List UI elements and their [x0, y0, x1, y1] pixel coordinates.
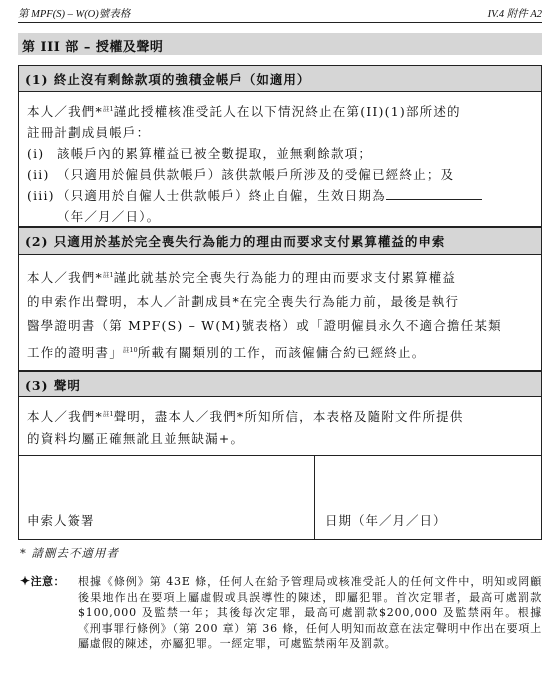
- annex-reference: IV.4 附件 A2: [487, 9, 542, 20]
- list-item: (iii) （只適用於自僱人士供款帳戶）終止自僱，生效日期為: [27, 185, 533, 206]
- delete-inapplicable-note: * 請刪去不適用者: [20, 546, 119, 560]
- warning-text: 根據《條例》第 43E 條，任何人在給予管理局或核准受託人的任何文件中，明知或罔顧後果地作出在要項上屬虛假或具誤導性的陳述，即屬犯罪。首次定罪者，最高可處罰款$100,000 及監禁一年；其後每次定罪，最高可處罰款$200,000 及監禁兩年。根據《刑事罪行條例》（第 200 章）第 36 條，任何人明知而故意在法定聲明中作出在要項上屬虛假的陳述，亦屬犯罪。一經定罪，可處監禁兩年及罰款。: [78, 575, 542, 650]
- signature-label: 申索人簽署: [27, 513, 95, 528]
- section-1-title: (1) 終止沒有剩餘款項的強積金帳戶（如適用）: [19, 66, 541, 92]
- warning-note: ✦注意： 根據《條例》第 43E 條，任何人在給予管理局或核准受託人的任何文件中，明知或罔顧後果地作出在要項上屬虛假或具誤導性的陳述，即屬犯罪。首次定罪者，最高可處罰款$100,000 及監禁一年；其後每次定罪，最高可處罰款$200,000 及監禁兩年。根據《刑事罪行條例》（第 200 章）第 36 條，任何人明知而故意在法定聲明中作出在要項上屬虛假的陳述，亦屬犯罪。一經定罪，可處監禁兩年及罰款。: [20, 574, 542, 650]
- signature-field[interactable]: [19, 456, 315, 539]
- page-header: [18, 4, 542, 22]
- section-2-title: (2) 只適用於基於完全喪失行為能力的理由而要求支付累算權益的申索: [19, 227, 541, 255]
- date-label: 日期（年／月／日）: [325, 513, 447, 528]
- section-3: (3) 聲明 本人／我們*$^{註1}$聲明，盡本人／我們*所知所信，本表格及隨附文件所提供 的資料均屬正確無訛且並無缺漏+。: [18, 371, 542, 456]
- section-1: [18, 65, 542, 227]
- date-field[interactable]: [315, 456, 541, 539]
- form-number: 第 MPF(S) – W(O)號表格: [18, 9, 131, 20]
- section-1-intro: 本人／我們*$^{註1}$謹此授權核准受託人在以下情況終止在第(II)(1)部所述的: [27, 104, 461, 120]
- signature-row: [18, 456, 542, 540]
- date-format-hint: （年／月／日）。: [57, 209, 161, 225]
- section-3-title: (3) 聲明: [19, 371, 541, 397]
- part-title: 第 III 部 – 授權及聲明: [18, 33, 542, 55]
- section-1-intro-line2: 註冊計劃成員帳戶：: [27, 125, 151, 141]
- effective-date-field[interactable]: [386, 187, 482, 200]
- section-2: (2) 只適用於基於完全喪失行為能力的理由而要求支付累算權益的申索 本人／我們*$^{註1}$謹此就基於完全喪失行為能力的理由而要求支付累算權益 的申索作出聲明，本人／計劃成員*在完全喪失行為能力前，最後是執行 醫學證明書（第 MPF(S) – W(M)號表格）或「證明僱員永久不適合擔任某類 工作的證明書」$^{註10}$所載有關類別的工作，而該僱傭合約已經終止。: [18, 227, 542, 371]
- list-item: (ii) （只適用於僱員供款帳戶）該供款帳戶所涉及的受僱已經終止；及: [27, 167, 455, 183]
- header-rule: [18, 22, 542, 23]
- list-item: (i) 該帳戶內的累算權益已被全數提取，並無剩餘款項；: [27, 146, 373, 162]
- star-icon: ✦: [20, 574, 31, 588]
